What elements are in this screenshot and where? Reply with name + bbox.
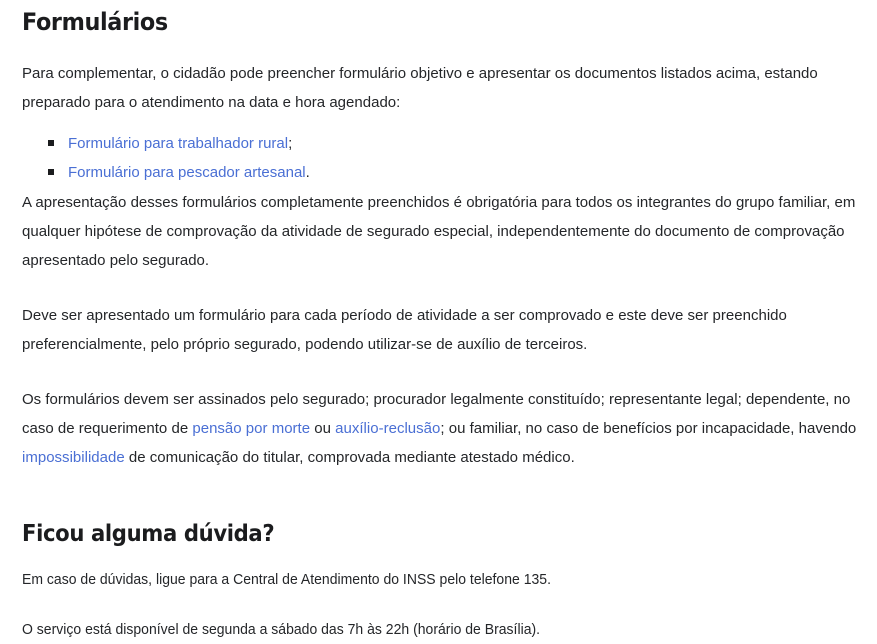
paragraph-periodo-atividade: Deve ser apresentado um formulário para cada período de atividade a ser comprovado e este deve ser preenchido preferencialmente, pelo próprio segurado, podendo utilizar-se de auxílio de terceiros. <box>22 307 787 353</box>
list-item-trailing-punctuation: . <box>305 164 310 181</box>
link-formulario-pescador-artesanal[interactable]: Formulário para pescador artesanal <box>68 164 306 181</box>
paragraph-assinaturas <box>22 385 865 472</box>
duvidas-section <box>22 521 865 644</box>
paragraph-assinaturas-part-2: ou <box>310 420 336 437</box>
duvidas-heading: Ficou alguma dúvida? <box>22 521 275 547</box>
form-links-list <box>22 129 865 187</box>
link-formulario-trabalhador-rural[interactable]: Formulário para trabalhador rural <box>68 135 289 152</box>
page-title: Formulários <box>22 8 168 36</box>
link-impossibilidade[interactable]: impossibilidade <box>22 449 125 466</box>
paragraph-obrigatoriedade: A apresentação desses formulários completamente preenchidos é obrigatória para todos os integrantes do grupo familiar, em qualquer hipótese de comprovação da atividade de segurado especial, independentemente do documento de comprovação apresentado pelo segurado. <box>22 194 856 269</box>
list-item <box>48 158 865 187</box>
link-auxilio-reclusao[interactable]: auxílio-reclusão <box>335 420 441 437</box>
intro-paragraph: Para complementar, o cidadão pode preencher formulário objetivo e apresentar os documentos listados acima, estando preparado para o atendimento na data e hora agendado: <box>22 65 818 111</box>
paragraph-assinaturas-part-4: de comunicação do titular, comprovada mediante atestado médico. <box>124 449 575 466</box>
bullet-square-icon <box>48 140 54 146</box>
list-item-trailing-punctuation: ; <box>288 135 293 152</box>
duvidas-paragraph-horario: O serviço está disponível de segunda a sábado das 7h às 22h (horário de Brasília). <box>22 622 541 638</box>
bullet-square-icon <box>48 169 54 175</box>
list-item <box>48 129 865 158</box>
duvidas-paragraph-telefone: Em caso de dúvidas, ligue para a Central de Atendimento do INSS pelo telefone 135. <box>22 572 551 588</box>
paragraph-assinaturas-part-3: ; ou familiar, no caso de benefícios por incapacidade, havendo <box>440 420 857 437</box>
link-pensao-por-morte[interactable]: pensão por morte <box>192 420 311 437</box>
paragraph-assinaturas-part-1: Os formulários devem ser assinados pelo segurado; procurador legalmente constituído; representante legal; dependente, no caso de requerimento de <box>22 391 851 437</box>
